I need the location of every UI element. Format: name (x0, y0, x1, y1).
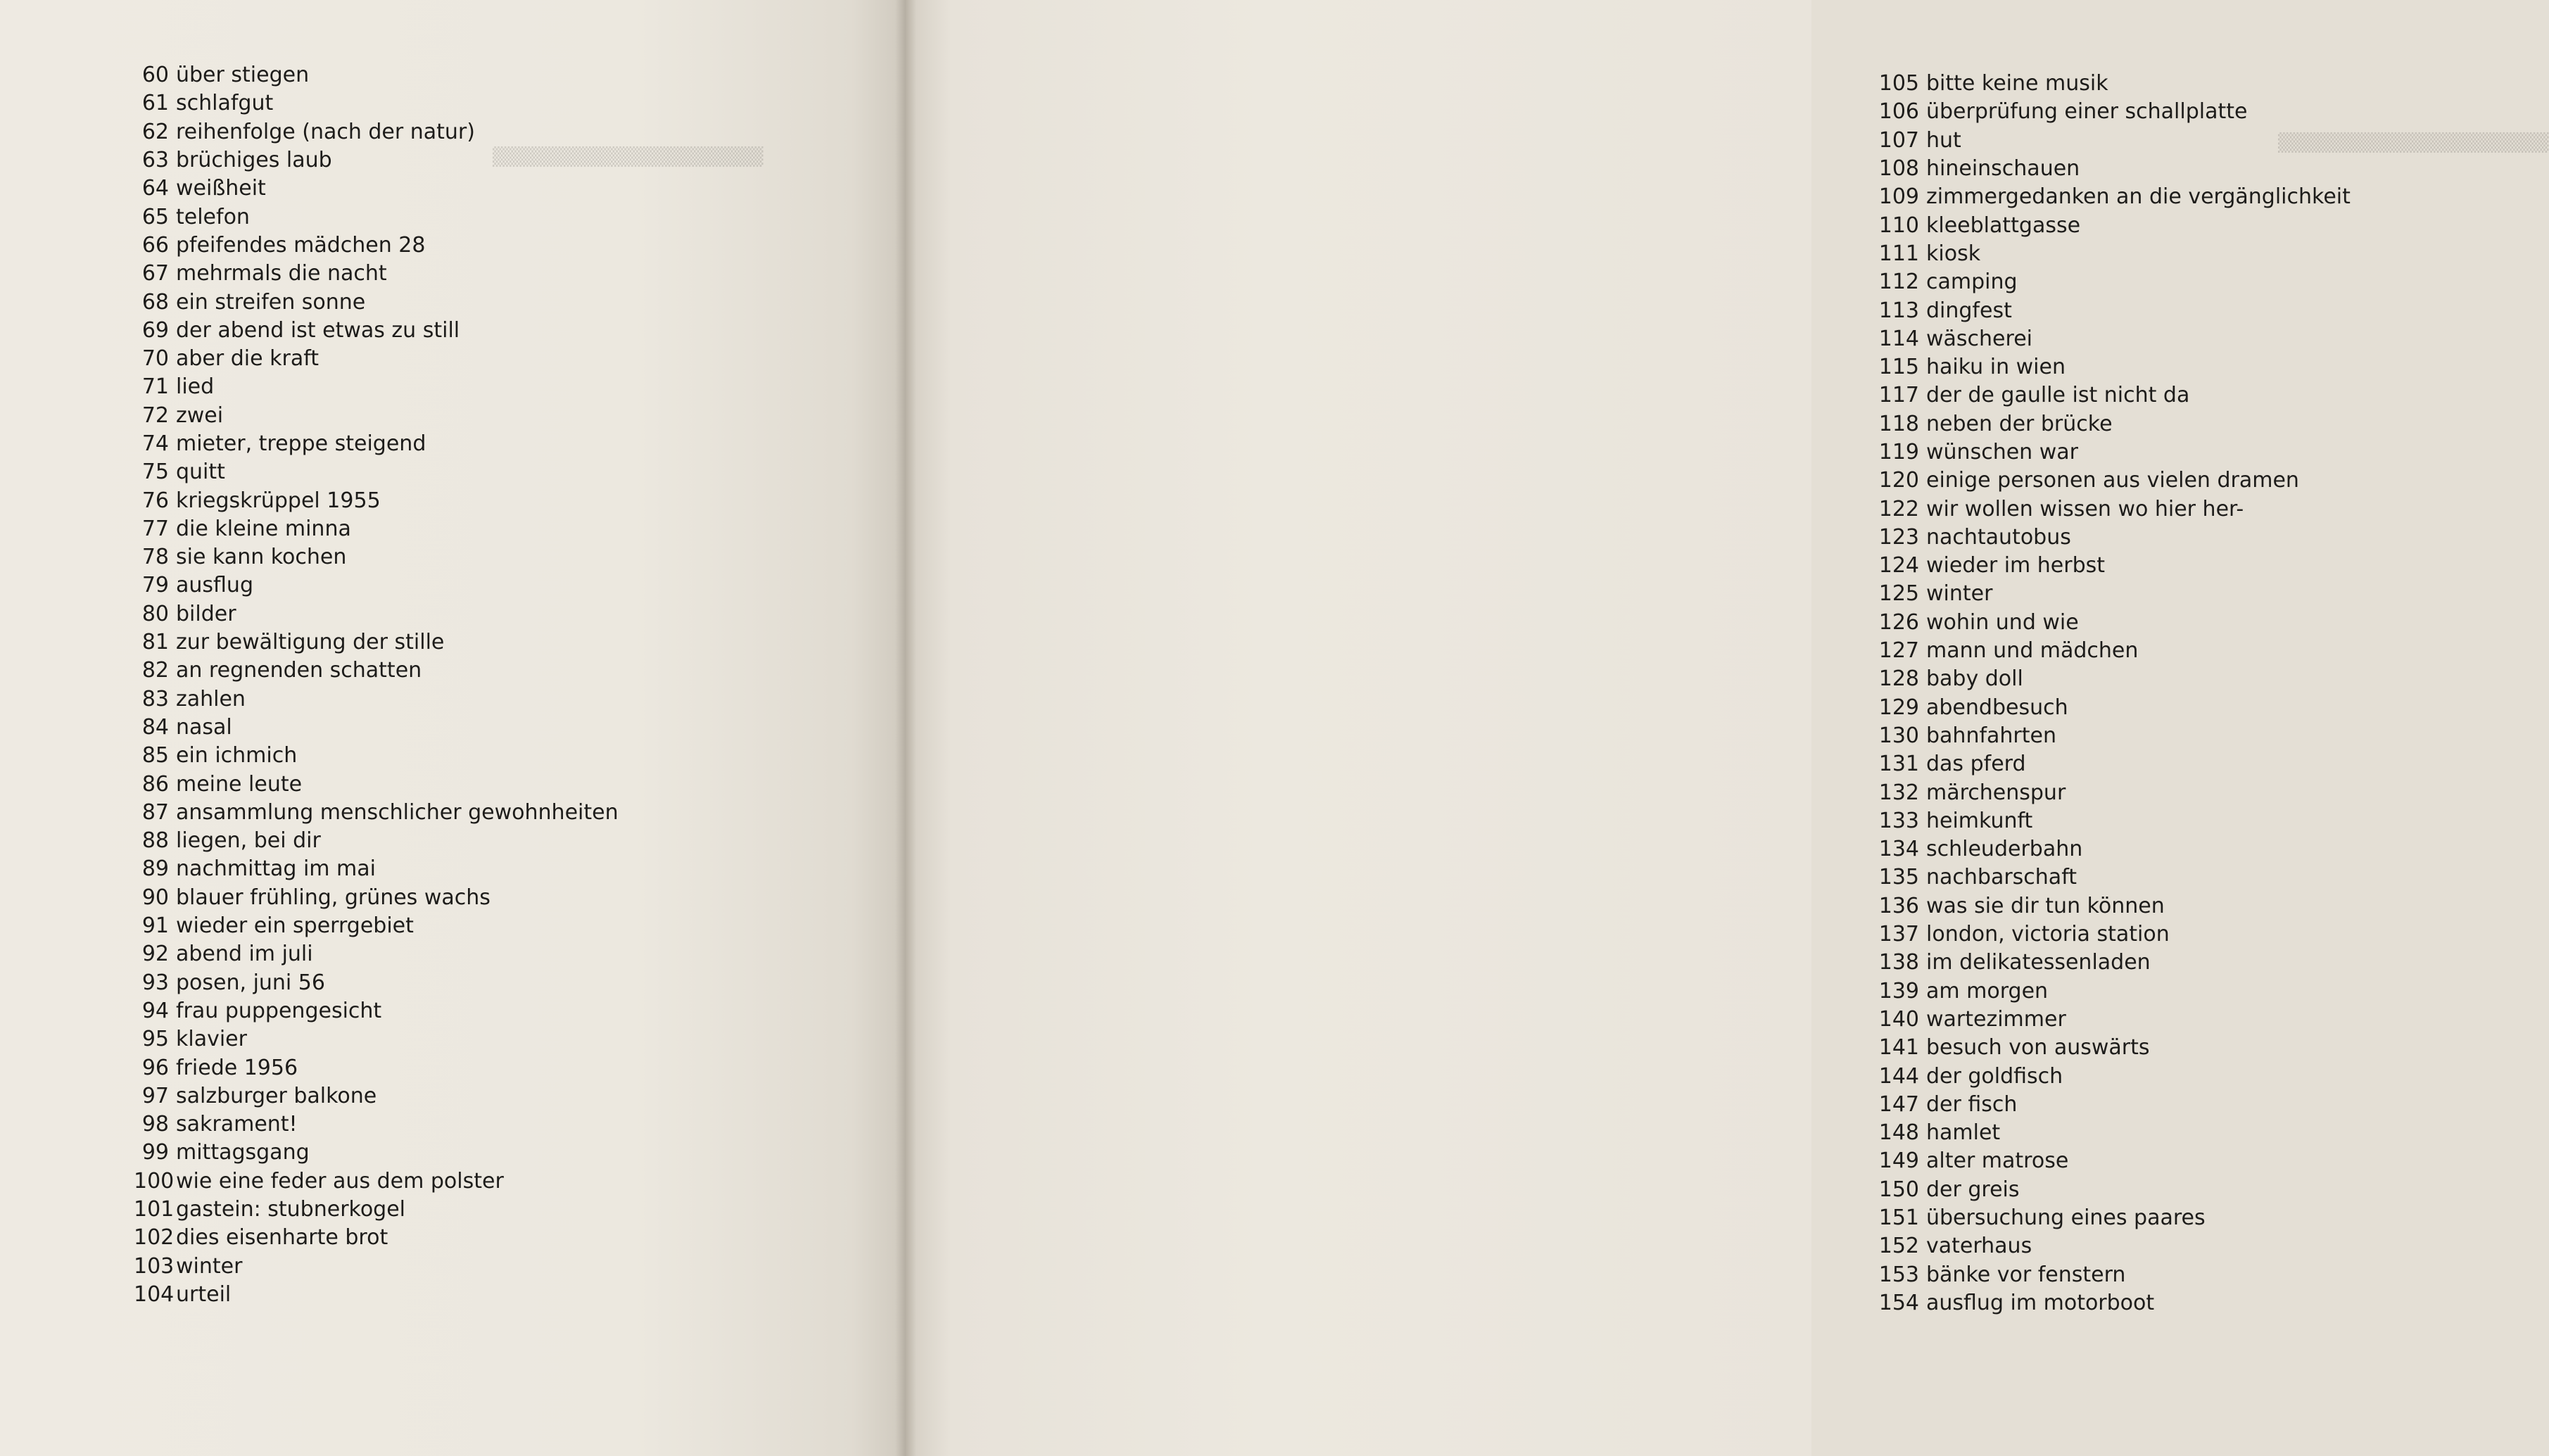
toc-entry-page-number: 144 (1878, 1063, 1919, 1089)
toc-entry-title: ansammlung menschlicher gewohnheiten (176, 799, 619, 825)
toc-entry-title: quitt (176, 460, 225, 485)
toc-entry (1877, 609, 2351, 637)
toc-entry (1877, 240, 2351, 268)
toc-entry-title: kiosk (1926, 241, 1981, 266)
toc-entry-page-number: 137 (1878, 922, 1919, 947)
toc-entry-title: gastein: stubnerkogel (176, 1197, 406, 1222)
toc-entry (1877, 835, 2351, 863)
toc-entry-page-number: 67 (141, 261, 169, 286)
toc-entry-page-number: 71 (141, 374, 169, 400)
toc-entry-page-number: 128 (1878, 666, 1919, 692)
toc-entry (1877, 98, 2351, 126)
toc-entry-title: pfeifendes mädchen 28 (176, 232, 426, 258)
toc-entry-title: übersuchung eines paares (1926, 1205, 2206, 1231)
toc-entry (134, 799, 619, 827)
toc-entry-page-number: 92 (141, 942, 169, 967)
toc-entry-page-number: 68 (141, 289, 169, 315)
toc-entry-page-number: 147 (1878, 1091, 1919, 1117)
toc-entry-page-number: 126 (1878, 609, 1919, 635)
toc-entry (1877, 580, 2351, 608)
toc-entry-title: liegen, bei dir (176, 828, 321, 854)
toc-entry-page-number: 76 (141, 488, 169, 513)
toc-entry (134, 1252, 619, 1280)
toc-entry (134, 714, 619, 742)
toc-entry (1877, 920, 2351, 949)
left-toc-list (134, 61, 619, 1309)
toc-entry (134, 657, 619, 685)
toc-entry-title: dies eisenharte brot (176, 1225, 388, 1251)
toc-entry-title: vaterhaus (1926, 1234, 2032, 1259)
toc-entry-page-number: 100 (134, 1168, 175, 1194)
toc-entry (134, 571, 619, 600)
toc-entry-page-number: 115 (1878, 355, 1919, 380)
toc-entry (134, 345, 619, 373)
toc-entry (1877, 1091, 2351, 1119)
toc-entry (134, 486, 619, 514)
toc-entry (1877, 1260, 2351, 1289)
toc-entry-page-number: 64 (141, 176, 169, 201)
toc-entry-title: wartezimmer (1926, 1006, 2066, 1032)
toc-entry-page-number: 83 (141, 686, 169, 711)
toc-entry-page-number: 89 (141, 856, 169, 882)
toc-entry-title: wieder im herbst (1926, 553, 2106, 578)
toc-entry (1877, 127, 2351, 155)
toc-entry-title: friede 1956 (176, 1055, 298, 1080)
toc-entry-title: sie kann kochen (176, 545, 347, 570)
toc-entry-page-number: 69 (141, 317, 169, 343)
toc-entry-title: ein ichmich (176, 743, 298, 768)
toc-entry-page-number: 102 (134, 1225, 175, 1251)
toc-entry-page-number: 112 (1878, 270, 1919, 295)
toc-entry (134, 515, 619, 543)
toc-entry (1877, 863, 2351, 892)
toc-entry (1877, 1232, 2351, 1260)
toc-entry-title: ausflug (176, 573, 253, 598)
toc-entry-page-number: 74 (141, 431, 169, 456)
toc-entry (1877, 552, 2351, 580)
toc-entry-page-number: 101 (134, 1197, 175, 1222)
toc-entry-page-number: 148 (1878, 1120, 1919, 1146)
toc-entry (134, 118, 619, 146)
toc-entry (1877, 949, 2351, 977)
toc-entry-page-number: 141 (1878, 1035, 1919, 1061)
toc-entry-title: einige personen aus vielen dramen (1926, 468, 2299, 493)
toc-entry-title: bänke vor fenstern (1926, 1262, 2126, 1287)
toc-entry (134, 373, 619, 401)
toc-entry-title: dingfest (1926, 298, 2012, 323)
toc-entry-page-number: 88 (141, 828, 169, 854)
toc-entry (1877, 410, 2351, 438)
toc-entry-title: überprüfung einer schallplatte (1926, 99, 2248, 125)
toc-entry-page-number: 152 (1878, 1234, 1919, 1259)
toc-entry-page-number: 153 (1878, 1262, 1919, 1287)
toc-entry-page-number: 139 (1878, 978, 1919, 1004)
toc-entry-page-number: 154 (1878, 1290, 1919, 1315)
toc-entry-page-number: 114 (1878, 326, 1919, 351)
toc-entry (1877, 750, 2351, 778)
toc-entry (134, 1196, 619, 1224)
toc-entry-title: zwei (176, 403, 224, 428)
toc-entry-page-number: 82 (141, 658, 169, 683)
toc-entry (1877, 637, 2351, 665)
toc-entry-page-number: 127 (1878, 638, 1919, 664)
toc-entry (134, 89, 619, 118)
toc-entry (1877, 892, 2351, 920)
toc-entry (134, 997, 619, 1025)
toc-entry-page-number: 132 (1878, 780, 1919, 805)
toc-entry-page-number: 113 (1878, 298, 1919, 323)
toc-entry-title: klavier (176, 1027, 247, 1052)
toc-entry-page-number: 111 (1878, 241, 1919, 266)
toc-entry-title: an regnenden schatten (176, 658, 422, 683)
toc-entry-title: hamlet (1926, 1120, 2001, 1146)
toc-entry (1877, 296, 2351, 324)
toc-entry-title: nachmittag im mai (176, 856, 376, 882)
toc-entry-title: am morgen (1926, 978, 2049, 1004)
toc-entry-title: mieter, treppe steigend (176, 431, 426, 456)
toc-entry-title: die kleine minna (176, 516, 351, 541)
toc-entry-title: schlafgut (176, 91, 274, 116)
toc-entry-title: heimkunft (1926, 808, 2033, 833)
toc-entry-page-number: 117 (1878, 383, 1919, 408)
toc-entry-page-number: 140 (1878, 1006, 1919, 1032)
toc-entry-title: frau puppengesicht (176, 998, 382, 1023)
toc-entry (1877, 977, 2351, 1006)
toc-entry-title: der fisch (1926, 1091, 2018, 1117)
toc-entry-page-number: 151 (1878, 1205, 1919, 1231)
show-through-text: ▒▒▒▒▒▒▒▒▒▒▒▒▒▒▒▒▒▒▒▒ (493, 146, 764, 167)
toc-entry-title: das pferd (1926, 752, 2026, 777)
toc-entry-title: zur bewältigung der stille (176, 630, 445, 655)
toc-entry-title: abend im juli (176, 942, 313, 967)
toc-entry-title: wohin und wie (1926, 609, 2079, 635)
right-toc-list (1877, 70, 2351, 1317)
toc-entry-page-number: 87 (141, 799, 169, 825)
toc-entry (134, 146, 619, 175)
toc-entry (1877, 694, 2351, 722)
toc-entry (1877, 1147, 2351, 1175)
toc-entry-page-number: 70 (141, 346, 169, 372)
toc-entry-title: nasal (176, 714, 232, 740)
toc-entry (134, 203, 619, 231)
toc-entry-page-number: 123 (1878, 524, 1919, 550)
toc-entry (134, 402, 619, 430)
toc-entry (1877, 70, 2351, 98)
toc-entry (1877, 807, 2351, 835)
toc-entry-title: ein streifen sonne (176, 289, 366, 315)
toc-entry-page-number: 99 (141, 1140, 169, 1165)
toc-entry-page-number: 61 (141, 91, 169, 116)
toc-entry-page-number: 90 (141, 885, 169, 910)
toc-entry (134, 175, 619, 203)
toc-entry-title: der goldfisch (1926, 1063, 2063, 1089)
toc-entry (1877, 467, 2351, 495)
toc-entry (1877, 211, 2351, 239)
toc-entry (1877, 524, 2351, 552)
toc-entry-title: abendbesuch (1926, 695, 2068, 720)
toc-entry-title: bilder (176, 601, 236, 626)
toc-entry-title: weißheit (176, 176, 266, 201)
toc-entry (134, 288, 619, 316)
toc-entry (134, 317, 619, 345)
toc-entry (134, 912, 619, 940)
toc-entry-title: über stiegen (176, 63, 310, 88)
toc-entry-title: haiku in wien (1926, 355, 2066, 380)
toc-entry-page-number: 78 (141, 545, 169, 570)
toc-entry-title: salzburger balkone (176, 1083, 377, 1108)
toc-entry-title: baby doll (1926, 666, 2023, 692)
toc-entry-title: hut (1926, 127, 1961, 153)
toc-entry-title: schleuderbahn (1926, 837, 2083, 862)
toc-entry (134, 61, 619, 89)
toc-entry-page-number: 96 (141, 1055, 169, 1080)
toc-entry-page-number: 122 (1878, 496, 1919, 521)
toc-entry (134, 458, 619, 486)
toc-entry-page-number: 119 (1878, 440, 1919, 464)
toc-entry (134, 884, 619, 912)
toc-entry (134, 940, 619, 968)
toc-entry (134, 1082, 619, 1110)
toc-entry-page-number: 79 (141, 573, 169, 598)
toc-entry (134, 685, 619, 714)
toc-entry-page-number: 93 (141, 970, 169, 995)
toc-entry-title: kriegskrüppel 1955 (176, 488, 381, 513)
toc-entry-title: mittagsgang (176, 1140, 310, 1165)
toc-entry-page-number: 105 (1878, 71, 1919, 96)
toc-entry-title: der abend ist etwas zu still (176, 317, 460, 343)
toc-entry-page-number: 85 (141, 743, 169, 768)
toc-entry-page-number: 108 (1878, 156, 1919, 182)
toc-entry (1877, 1289, 2351, 1317)
toc-entry-page-number: 134 (1878, 837, 1919, 862)
toc-entry-title: meine leute (176, 771, 303, 797)
toc-entry-page-number: 149 (1878, 1148, 1919, 1174)
toc-entry-title: zahlen (176, 686, 246, 711)
toc-entry (134, 827, 619, 855)
toc-entry-page-number: 103 (134, 1253, 175, 1279)
toc-entry-page-number: 97 (141, 1083, 169, 1108)
toc-entry-title: sakrament! (176, 1112, 298, 1137)
toc-entry-page-number: 120 (1878, 468, 1919, 493)
toc-entry (134, 742, 619, 770)
toc-entry (134, 430, 619, 458)
toc-entry (1877, 665, 2351, 693)
toc-entry-page-number: 94 (141, 998, 169, 1023)
toc-entry-page-number: 106 (1878, 99, 1919, 125)
toc-entry-title: lied (176, 374, 215, 400)
toc-entry-title: nachtautobus (1926, 524, 2071, 550)
toc-entry-title: ausflug im motorboot (1926, 1290, 2155, 1315)
toc-entry-title: mann und mädchen (1926, 638, 2139, 664)
toc-entry (1877, 183, 2351, 211)
toc-entry-title: im delikatessenladen (1926, 950, 2151, 975)
toc-entry (1877, 1062, 2351, 1090)
toc-entry (1877, 1119, 2351, 1147)
toc-entry-page-number: 81 (141, 630, 169, 655)
toc-entry-page-number: 107 (1878, 127, 1919, 153)
toc-entry (1877, 438, 2351, 467)
toc-entry-page-number: 110 (1878, 213, 1919, 238)
toc-entry (134, 1224, 619, 1252)
toc-entry (134, 1110, 619, 1139)
toc-entry (1877, 1006, 2351, 1034)
toc-entry-title: alter matrose (1926, 1148, 2069, 1174)
toc-entry (134, 600, 619, 628)
toc-entry-page-number: 84 (141, 714, 169, 740)
toc-entry-title: wir wollen wissen wo hier her- (1926, 496, 2244, 521)
toc-entry-title: hineinschauen (1926, 156, 2080, 182)
toc-entry (1877, 778, 2351, 806)
toc-entry (134, 1167, 619, 1196)
left-page (0, 0, 906, 1456)
toc-entry-page-number: 65 (141, 204, 169, 229)
toc-entry (134, 855, 619, 883)
toc-entry-page-number: 75 (141, 460, 169, 485)
toc-entry-page-number: 109 (1878, 184, 1919, 210)
toc-entry-title: reihenfolge (nach der natur) (176, 119, 475, 144)
toc-entry-page-number: 62 (141, 119, 169, 144)
toc-entry (134, 543, 619, 571)
toc-entry-title: märchenspur (1926, 780, 2066, 805)
toc-entry-title: winter (1926, 581, 1993, 607)
toc-entry-title: neben der brücke (1926, 411, 2113, 436)
toc-entry (1877, 381, 2351, 410)
toc-entry-page-number: 124 (1878, 553, 1919, 578)
toc-entry-page-number: 66 (141, 232, 169, 258)
toc-entry-page-number: 150 (1878, 1177, 1919, 1202)
toc-entry-title: wünschen war (1926, 440, 2078, 464)
toc-entry-title: urteil (176, 1281, 232, 1307)
toc-entry-title: bitte keine musik (1926, 71, 2108, 96)
toc-entry-page-number: 91 (141, 913, 169, 939)
toc-entry-title: besuch von auswärts (1926, 1035, 2150, 1061)
toc-entry-page-number: 118 (1878, 411, 1919, 436)
toc-entry (134, 770, 619, 798)
toc-entry (134, 1281, 619, 1309)
toc-entry (1877, 155, 2351, 183)
toc-entry-title: mehrmals die nacht (176, 261, 387, 286)
toc-entry-title: telefon (176, 204, 250, 229)
toc-entry-page-number: 138 (1878, 950, 1919, 975)
toc-entry-title: bahnfahrten (1926, 723, 2056, 748)
toc-entry (134, 1025, 619, 1053)
toc-entry (1877, 1034, 2351, 1062)
toc-entry-title: winter (176, 1253, 243, 1279)
toc-entry-page-number: 72 (141, 403, 169, 428)
toc-entry-page-number: 98 (141, 1112, 169, 1137)
toc-entry-page-number: 125 (1878, 581, 1919, 607)
toc-entry-page-number: 63 (141, 148, 169, 173)
toc-entry-title: london, victoria station (1926, 922, 2170, 947)
toc-entry (1877, 353, 2351, 381)
toc-entry (134, 628, 619, 657)
toc-entry-page-number: 130 (1878, 723, 1919, 748)
toc-entry-page-number: 80 (141, 601, 169, 626)
toc-entry-page-number: 136 (1878, 893, 1919, 918)
toc-entry (1877, 268, 2351, 296)
toc-entry-title: wie eine feder aus dem polster (176, 1168, 504, 1194)
toc-entry-page-number: 60 (141, 63, 169, 88)
toc-entry-title: nachbarschaft (1926, 865, 2077, 890)
toc-entry (1877, 1176, 2351, 1204)
show-through-text: ▒▒▒▒▒▒▒▒▒▒▒▒▒▒▒▒▒▒▒▒ (2278, 132, 2549, 153)
toc-entry (1877, 1204, 2351, 1232)
toc-entry (134, 969, 619, 997)
toc-entry-page-number: 86 (141, 771, 169, 797)
toc-entry-title: was sie dir tun können (1926, 893, 2165, 918)
toc-entry-title: camping (1926, 270, 2018, 295)
toc-entry-page-number: 129 (1878, 695, 1919, 720)
right-page (906, 0, 2549, 1456)
toc-entry (1877, 722, 2351, 750)
toc-entry (134, 1053, 619, 1082)
toc-entry (1877, 495, 2351, 523)
toc-entry-title: zimmergedanken an die vergänglichkeit (1926, 184, 2351, 210)
toc-entry (1877, 325, 2351, 353)
toc-entry-title: aber die kraft (176, 346, 320, 372)
book-gutter (895, 0, 916, 1456)
toc-entry-title: wäscherei (1926, 326, 2032, 351)
toc-entry-title: wieder ein sperrgebiet (176, 913, 414, 939)
toc-entry-page-number: 95 (141, 1027, 169, 1052)
toc-entry-title: der greis (1926, 1177, 2020, 1202)
toc-entry-title: brüchiges laub (176, 148, 332, 173)
toc-entry-page-number: 77 (141, 516, 169, 541)
toc-entry-title: blauer frühling, grünes wachs (176, 885, 491, 910)
toc-entry (134, 1139, 619, 1167)
toc-entry-title: der de gaulle ist nicht da (1926, 383, 2190, 408)
toc-entry-page-number: 131 (1878, 752, 1919, 777)
toc-entry (134, 232, 619, 260)
toc-entry-page-number: 135 (1878, 865, 1919, 890)
toc-entry (134, 260, 619, 288)
toc-entry-page-number: 133 (1878, 808, 1919, 833)
toc-entry-title: posen, juni 56 (176, 970, 325, 995)
toc-entry-page-number: 104 (134, 1281, 175, 1307)
toc-entry-title: kleeblattgasse (1926, 213, 2081, 238)
